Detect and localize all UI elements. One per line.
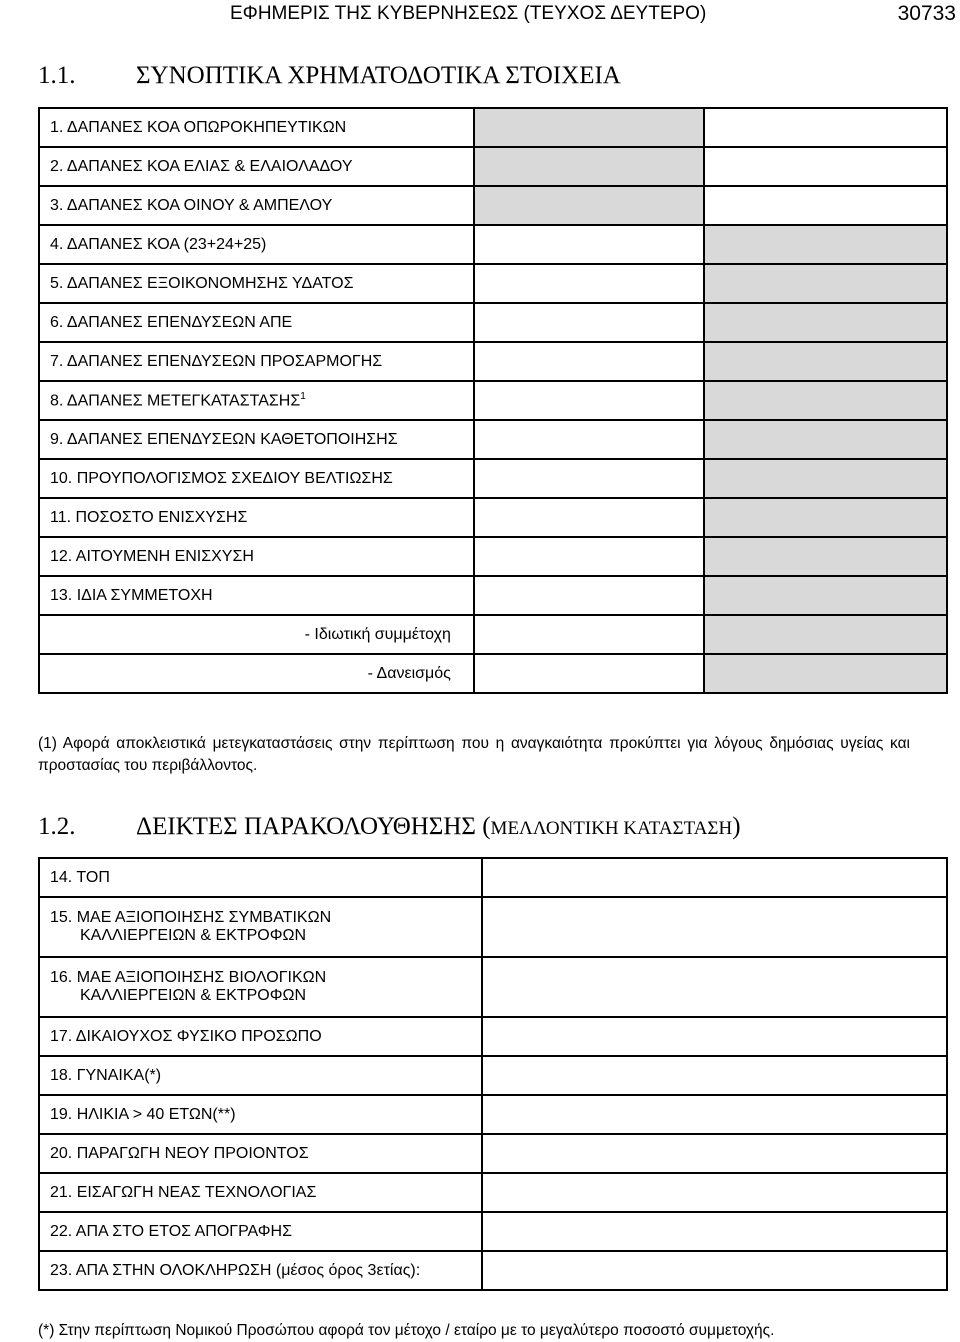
shaded-cell	[704, 498, 947, 537]
table-row	[39, 381, 947, 420]
footnote-marker: 1	[300, 390, 306, 402]
row-label: 18. ΓΥΝΑΙΚΑ(*)	[39, 1056, 482, 1095]
table-row	[39, 858, 947, 897]
amount-cell[interactable]	[474, 654, 704, 693]
row-label: 11. ΠΟΣΟΣΤΟ ΕΝΙΣΧΥΣΗΣ	[39, 498, 474, 537]
row-label-line2: ΚΑΛΛΙΕΡΓΕΙΩΝ & ΕΚΤΡΟΦΩΝ	[80, 987, 307, 1004]
amount-cell[interactable]	[474, 576, 704, 615]
value-cell[interactable]	[482, 957, 947, 1017]
row-label: 4. ΔΑΠΑΝΕΣ ΚΟΑ (23+24+25)	[39, 225, 474, 264]
row-label: 12. ΑΙΤΟΥΜΕΝΗ ΕΝΙΣΧΥΣΗ	[39, 537, 474, 576]
shaded-cell	[704, 420, 947, 459]
section-number: 1.1.	[38, 62, 76, 89]
table-row	[39, 576, 947, 615]
row-label-line1: 16. ΜΑΕ ΑΞΙΟΠΟΙΗΣΗΣ ΒΙΟΛΟΓΙΚΩΝ	[50, 969, 327, 986]
section-1-2-title	[38, 813, 741, 841]
row-label: - Ιδιωτική συμμέτοχη	[39, 615, 474, 654]
value-cell[interactable]	[482, 1173, 947, 1212]
footnote-2: (*) Στην περίπτωση Νομικού Προσώπου αφορά τον μέτοχο / εταίρο με το μεγαλύτερο ποσοστό συμμετοχής.	[38, 1322, 775, 1339]
table-row	[39, 1056, 947, 1095]
value-cell[interactable]	[482, 1134, 947, 1173]
row-label: 6. ΔΑΠΑΝΕΣ ΕΠΕΝΔΥΣΕΩΝ ΑΠΕ	[39, 303, 474, 342]
amount-cell[interactable]	[474, 264, 704, 303]
row-label-text: 8. ΔΑΠΑΝΕΣ ΜΕΤΕΓΚΑΤΑΣΤΑΣΗΣ	[50, 392, 301, 410]
shaded-cell	[704, 576, 947, 615]
table-row	[39, 1251, 947, 1290]
shaded-cell	[704, 303, 947, 342]
amount-cell[interactable]	[474, 342, 704, 381]
amount-cell[interactable]	[474, 498, 704, 537]
amount-cell[interactable]	[474, 537, 704, 576]
amount-cell[interactable]	[474, 615, 704, 654]
shaded-cell	[704, 654, 947, 693]
row-label: 23. ΑΠΑ ΣΤΗΝ ΟΛΟΚΛΗΡΩΣΗ (μέσος όρος 3ετίας):	[39, 1251, 482, 1290]
table-row	[39, 1212, 947, 1251]
table-row	[39, 1134, 947, 1173]
row-label: - Δανεισμός	[39, 654, 474, 693]
table-row	[39, 654, 947, 693]
table-row	[39, 957, 947, 1017]
value-cell[interactable]	[482, 897, 947, 957]
table-row	[39, 1017, 947, 1056]
financial-summary-table	[38, 107, 948, 694]
amount-cell[interactable]	[704, 186, 947, 225]
shaded-cell	[704, 342, 947, 381]
amount-cell[interactable]	[704, 108, 947, 147]
shaded-cell	[474, 108, 704, 147]
section-number: 1.2.	[38, 813, 76, 840]
table-row	[39, 303, 947, 342]
table-row	[39, 897, 947, 957]
gazette-title: ΕΦΗΜΕΡΙΣ ΤΗΣ ΚΥΒΕΡΝΗΣΕΩΣ (ΤΕΥΧΟΣ ΔΕΥΤΕΡΟ)	[230, 3, 707, 24]
row-label-line2: ΚΑΛΛΙΕΡΓΕΙΩΝ & ΕΚΤΡΟΦΩΝ	[80, 927, 307, 944]
table-row	[39, 342, 947, 381]
row-label: 17. ΔΙΚΑΙΟΥΧΟΣ ΦΥΣΙΚΟ ΠΡΟΣΩΠΟ	[39, 1017, 482, 1056]
footnote-1: (1) Αφορά αποκλειστικά μετεγκαταστάσεις στην περίπτωση που η αναγκαιότητα προκύπτει για λόγους δημόσιας υγείας και προστασίας του περιβάλλοντος.	[38, 735, 910, 774]
section-heading: ΣΥΝΟΠΤΙΚΑ ΧΡΗΜΑΤΟΔΟΤΙΚΑ ΣΤΟΙΧΕΙΑ	[136, 62, 621, 89]
row-label: 1. ΔΑΠΑΝΕΣ ΚΟΑ ΟΠΩΡΟΚΗΠΕΥΤΙΚΩΝ	[39, 108, 474, 147]
table-row	[39, 459, 947, 498]
table-row	[39, 615, 947, 654]
shaded-cell	[474, 186, 704, 225]
shaded-cell	[704, 537, 947, 576]
table-row	[39, 264, 947, 303]
page-number: 30733	[897, 2, 956, 25]
table-row	[39, 147, 947, 186]
amount-cell[interactable]	[474, 459, 704, 498]
page-header	[230, 0, 956, 30]
shaded-cell	[704, 615, 947, 654]
value-cell[interactable]	[482, 1056, 947, 1095]
section-heading-close: )	[732, 813, 741, 840]
row-label-line1: 15. ΜΑΕ ΑΞΙΟΠΟΙΗΣΗΣ ΣΥΜΒΑΤΙΚΩΝ	[50, 909, 332, 926]
shaded-cell	[704, 381, 947, 420]
table-row	[39, 186, 947, 225]
section-heading: ΔΕΙΚΤΕΣ ΠΑΡΑΚΟΛΟΥΘΗΣΗΣ (	[136, 813, 491, 840]
monitoring-indicators-table	[38, 857, 948, 1291]
table-row	[39, 498, 947, 537]
row-label: 5. ΔΑΠΑΝΕΣ ΕΞΟΙΚΟΝΟΜΗΣΗΣ ΥΔΑΤΟΣ	[39, 264, 474, 303]
table-row	[39, 108, 947, 147]
amount-cell[interactable]	[474, 225, 704, 264]
value-cell[interactable]	[482, 1017, 947, 1056]
row-label: 22. ΑΠΑ ΣΤΟ ΕΤΟΣ ΑΠΟΓΡΑΦΗΣ	[39, 1212, 482, 1251]
row-label: 21. ΕΙΣΑΓΩΓΗ ΝΕΑΣ ΤΕΧΝΟΛΟΓΙΑΣ	[39, 1173, 482, 1212]
row-label	[39, 897, 482, 957]
shaded-cell	[474, 147, 704, 186]
row-label	[39, 957, 482, 1017]
section-heading-sub: ΜΕΛΛΟΝΤΙΚΗ ΚΑΤΑΣΤΑΣΗ	[490, 818, 733, 839]
table-row	[39, 537, 947, 576]
shaded-cell	[704, 264, 947, 303]
value-cell[interactable]	[482, 1095, 947, 1134]
shaded-cell	[704, 459, 947, 498]
row-label: 19. ΗΛΙΚΙΑ > 40 ΕΤΩΝ(**)	[39, 1095, 482, 1134]
amount-cell[interactable]	[474, 381, 704, 420]
row-label	[39, 381, 474, 420]
row-label: 3. ΔΑΠΑΝΕΣ ΚΟΑ ΟΙΝΟΥ & ΑΜΠΕΛΟΥ	[39, 186, 474, 225]
amount-cell[interactable]	[474, 303, 704, 342]
value-cell[interactable]	[482, 1251, 947, 1290]
table-row	[39, 225, 947, 264]
row-label: 14. ΤΟΠ	[39, 858, 482, 897]
table-row	[39, 1095, 947, 1134]
value-cell[interactable]	[482, 1212, 947, 1251]
table-row	[39, 420, 947, 459]
row-label: 7. ΔΑΠΑΝΕΣ ΕΠΕΝΔΥΣΕΩΝ ΠΡΟΣΑΡΜΟΓΗΣ	[39, 342, 474, 381]
shaded-cell	[704, 225, 947, 264]
row-label: 9. ΔΑΠΑΝΕΣ ΕΠΕΝΔΥΣΕΩΝ ΚΑΘΕΤΟΠΟΙΗΣΗΣ	[39, 420, 474, 459]
row-label: 2. ΔΑΠΑΝΕΣ ΚΟΑ ΕΛΙΑΣ & ΕΛΑΙΟΛΑΔΟΥ	[39, 147, 474, 186]
amount-cell[interactable]	[474, 420, 704, 459]
value-cell[interactable]	[482, 858, 947, 897]
row-label: 13. ΙΔΙΑ ΣΥΜΜΕΤΟΧΗ	[39, 576, 474, 615]
amount-cell[interactable]	[704, 147, 947, 186]
row-label: 20. ΠΑΡΑΓΩΓΗ ΝΕΟΥ ΠΡΟΙΟΝΤΟΣ	[39, 1134, 482, 1173]
table-row	[39, 1173, 947, 1212]
row-label: 10. ΠΡΟΥΠΟΛΟΓΙΣΜΟΣ ΣΧΕΔΙΟΥ ΒΕΛΤΙΩΣΗΣ	[39, 459, 474, 498]
section-1-1-title	[38, 62, 621, 90]
